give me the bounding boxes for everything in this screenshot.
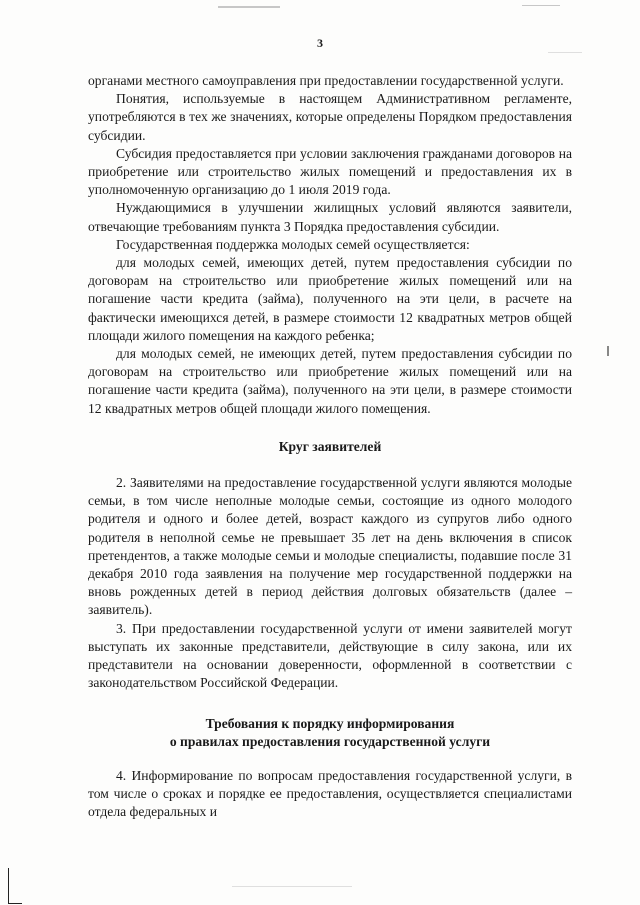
paragraph-6: для молодых семей, имеющих детей, путем предоставления субсидии по договорам на строительство или приобретение жилых помещений или на погашение части кредита (займа), полученного на эти цели, в расчете на фактически имеющихся детей, в размере стоимости 12 квадратных метров общей площади жилого помещения на каждого ребенка; [88,255,572,343]
scan-side-tick [607,346,609,356]
paragraph-2: Понятия, используемые в настоящем Административном регламенте, употребляются в тех же значениях, которые определены Порядком предоставления субсидии. [88,91,572,143]
scan-smudge-right [548,52,582,53]
clause-4: 4. Информирование по вопросам предоставления государственной услуги, в том числе о сроках и порядке ее предоставления, осуществляется специалистами отдела федеральных и [88,767,572,820]
paragraph-7: для молодых семей, не имеющих детей, путем предоставления субсидии по договорам на строительство или приобретение жилых помещений или на погашение части кредита (займа), полученного на эти цели, в размере стоимости 12 квадратных метров общей площади жилого помещения. [88,346,572,416]
document-body [88,72,572,822]
paragraph-4: Нуждающимися в улучшении жилищных условий являются заявители, отвечающие требованиям пункта 3 Порядка предоставления субсидии. [88,200,572,234]
page-number: 3 [317,36,323,50]
section-heading-information-line-2: о правилах предоставления государственной услуги [169,733,491,749]
paragraph-3: Субсидия предоставляется при условии заключения гражданами договоров на приобретение или строительство жилых помещений и предоставления их в уполномоченную организацию до 1 июля 2019 года. [88,145,572,198]
clause-2: 2. Заявителями на предоставление государственной услуги являются молодые семьи, в том числе неполные молодые семьи, состоящие из одного молодого родителя и одного и более детей, возраст каждого из супругов либо одного родителя в неполной семье не превышает 35 лет на день включения в список претендентов, а также молодые семьи и молодые специалисты, подавшие после 31 декабря 2010 года заявления на получение мер государственной поддержки на вновь рожденных детей в период действия долговых обязательств (далее – заявитель). [88,475,572,618]
scan-smudge-bottom [232,886,352,887]
scan-smudge-top [218,6,280,8]
scan-smudge-top-right [522,5,560,6]
scan-corner-mark [8,868,9,904]
section-heading-information-line-1: Требования к порядку информирования [205,715,455,731]
section-heading-information [88,715,572,751]
section-heading-applicants: Круг заявителей [278,438,382,454]
paragraph-5: Государственная поддержка молодых семей осуществляется: [116,236,470,252]
scan-corner-mark-foot [8,903,22,904]
clause-3: 3. При предоставлении государственной услуги от имени заявителей могут выступать их законные представители, действующие в силу закона, или их представители на основании доверенности, оформленной в соответствии с законодательством Российской Федерации. [88,620,572,691]
paragraph-1: органами местного самоуправления при предоставлении государственной услуги. [88,73,564,88]
